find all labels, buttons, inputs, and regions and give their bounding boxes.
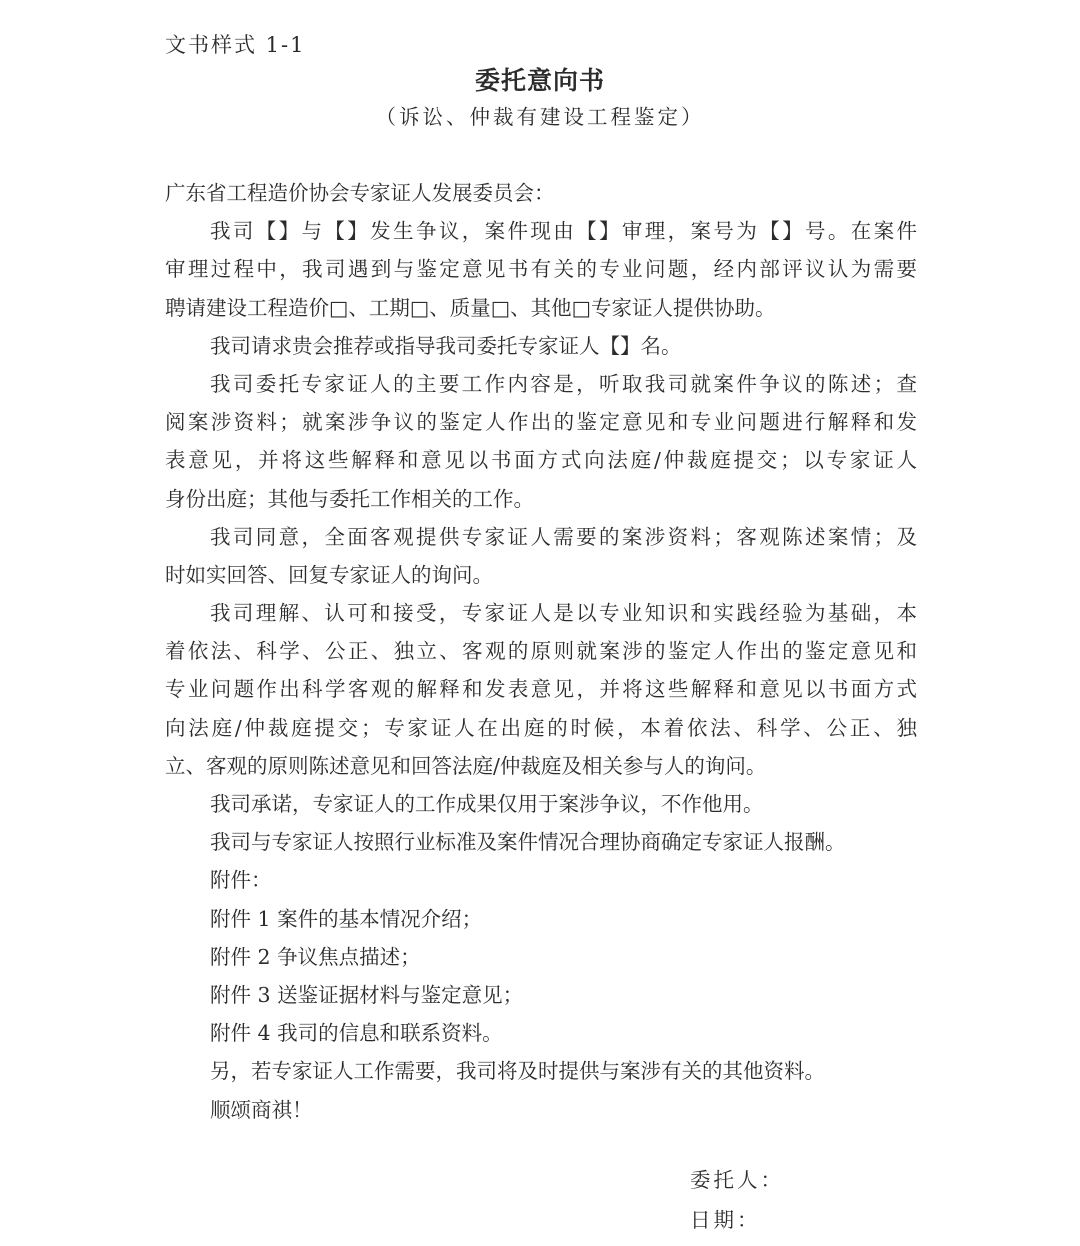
paragraph-5-line-3: 专业问题作出科学客观的解释和发表意见，并将这些解释和意见以书面方式	[165, 677, 917, 702]
document-body	[165, 174, 917, 1129]
attachment-item-4: 附件 4 我司的信息和联系资料。	[210, 1021, 503, 1046]
document-form-number: 文书样式 1-1	[165, 33, 306, 57]
attachments-heading: 附件：	[210, 868, 272, 893]
attachment-item-1: 附件 1 案件的基本情况介绍；	[210, 906, 483, 931]
addressee-line: 广东省工程造价协会专家证人发展委员会：	[165, 181, 555, 205]
document-subtitle: （诉讼、仲裁有建设工程鉴定）	[375, 105, 705, 129]
paragraph-3-line-4: 身份出庭；其他与委托工作相关的工作。	[165, 486, 534, 511]
date-label: 日期：	[690, 1208, 761, 1232]
paragraph-5-line-4: 向法庭/仲裁庭提交；专家证人在出庭的时候，本着依法、科学、公正、独	[165, 715, 917, 740]
paragraph-8-line-1: 另，若专家证人工作需要，我司将及时提供与案涉有关的其他资料。	[210, 1059, 825, 1084]
attachment-item-2: 附件 2 争议焦点描述；	[210, 944, 421, 969]
closing-salutation: 顺颂商祺！	[210, 1097, 313, 1122]
paragraph-5-line-1: 我司理解、认可和接受，专家证人是以专业知识和实践经验为基础，本	[210, 601, 917, 626]
paragraph-1-line-2: 审理过程中，我司遇到与鉴定意见书有关的专业问题，经内部评议认为需要	[165, 257, 917, 282]
paragraph-5-line-5: 立、客观的原则陈述意见和回答法庭/仲裁庭及相关参与人的询问。	[165, 753, 767, 778]
paragraph-1-line-3: 聘请建设工程造价□、工期□、质量□、其他□专家证人提供协助。	[165, 295, 776, 320]
paragraph-7-line-1: 我司与专家证人按照行业标准及案件情况合理协商确定专家证人报酬。	[210, 830, 846, 855]
principal-signature-label: 委托人：	[690, 1168, 784, 1192]
attachment-item-3: 附件 3 送鉴证据材料与鉴定意见；	[210, 982, 524, 1007]
paragraph-4-line-1: 我司同意，全面客观提供专家证人需要的案涉资料；客观陈述案情；及	[210, 524, 917, 549]
paragraph-3-line-2: 阅案涉资料；就案涉争议的鉴定人作出的鉴定意见和专业问题进行解释和发	[165, 410, 917, 435]
paragraph-2-line-1: 我司请求贵会推荐或指导我司委托专家证人【】名。	[210, 333, 682, 358]
paragraph-4-line-2: 时如实回答、回复专家证人的询问。	[165, 562, 493, 587]
document-title: 委托意向书	[474, 66, 605, 95]
paragraph-1-line-1: 我司【】与【】发生争议，案件现由【】审理，案号为【】号。在案件	[210, 219, 917, 244]
paragraph-6-line-1: 我司承诺，专家证人的工作成果仅用于案涉争议，不作他用。	[210, 792, 764, 816]
paragraph-5-line-2: 着依法、科学、公正、独立、客观的原则就案涉的鉴定人作出的鉴定意见和	[165, 639, 917, 664]
paragraph-3-line-1: 我司委托专家证人的主要工作内容是，听取我司就案件争议的陈述；查	[210, 371, 917, 396]
paragraph-3-line-3: 表意见，并将这些解释和意见以书面方式向法庭/仲裁庭提交；以专家证人	[165, 448, 917, 473]
